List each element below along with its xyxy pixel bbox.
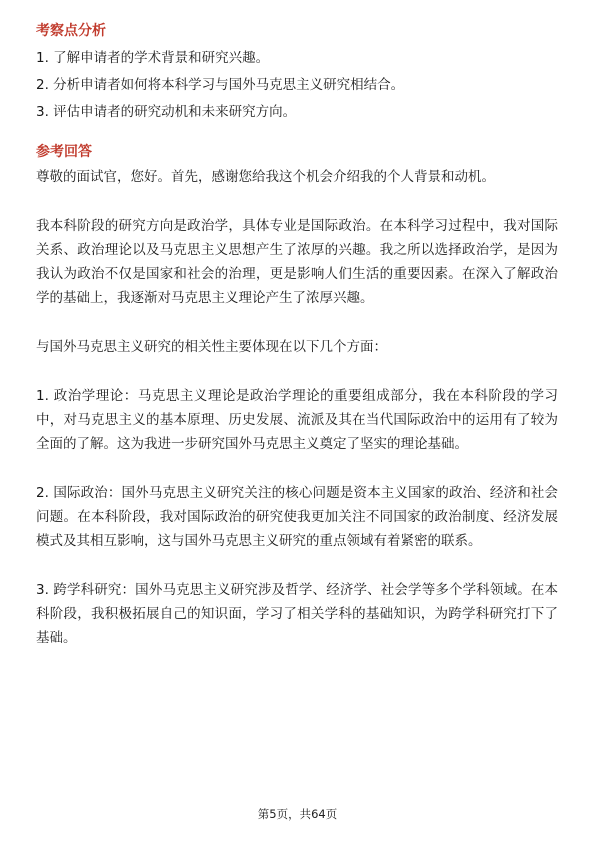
answer-paragraph: 2. 国际政治：国外马克思主义研究关注的核心问题是资本主义国家的政治、经济和社会问题。在本科阶段，我对国际政治的研究使我更加关注不同国家的政治制度、经济发展模式及其相互影响，这与国外马克思主义研究的重点领域有着紧密的联系。: [36, 485, 558, 549]
answer-paragraph: 与国外马克思主义研究的相关性主要体现在以下几个方面：: [36, 339, 387, 355]
page-content: [36, 20, 558, 650]
answer-paragraph: 3. 跨学科研究：国外马克思主义研究涉及哲学、经济学、社会学等多个学科领域。在本科阶段，我积极拓展自己的知识面，学习了相关学科的基础知识，为跨学科研究打下了基础。: [36, 582, 558, 646]
analysis-point: 3. 评估申请者的研究动机和未来研究方向。: [36, 104, 297, 120]
answer-heading: 参考回答: [36, 144, 92, 160]
page-number: 第5页，共64页: [257, 807, 338, 821]
analysis-point: 1. 了解申请者的学术背景和研究兴趣。: [36, 50, 270, 66]
analysis-point: 2. 分析申请者如何将本科学习与国外马克思主义研究相结合。: [36, 77, 405, 93]
answer-paragraph: 1. 政治学理论：马克思主义理论是政治学理论的重要组成部分，我在本科阶段的学习中，对马克思主义的基本原理、历史发展、流派及其在当代国际政治中的运用有了较为全面的了解。这为我进一步研究国外马克思主义奠定了坚实的理论基础。: [36, 388, 558, 452]
answer-paragraph: 尊敬的面试官，您好。首先，感谢您给我这个机会介绍我的个人背景和动机。: [36, 169, 495, 185]
analysis-heading: 考察点分析: [36, 23, 106, 39]
answer-paragraph: 我本科阶段的研究方向是政治学，具体专业是国际政治。在本科学习过程中，我对国际关系、政治理论以及马克思主义思想产生了浓厚的兴趣。我之所以选择政治学，是因为我认为政治不仅是国家和社会的治理，更是影响人们生活的重要因素。在深入了解政治学的基础上，我逐渐对马克思主义理论产生了浓厚兴趣。: [36, 218, 558, 306]
